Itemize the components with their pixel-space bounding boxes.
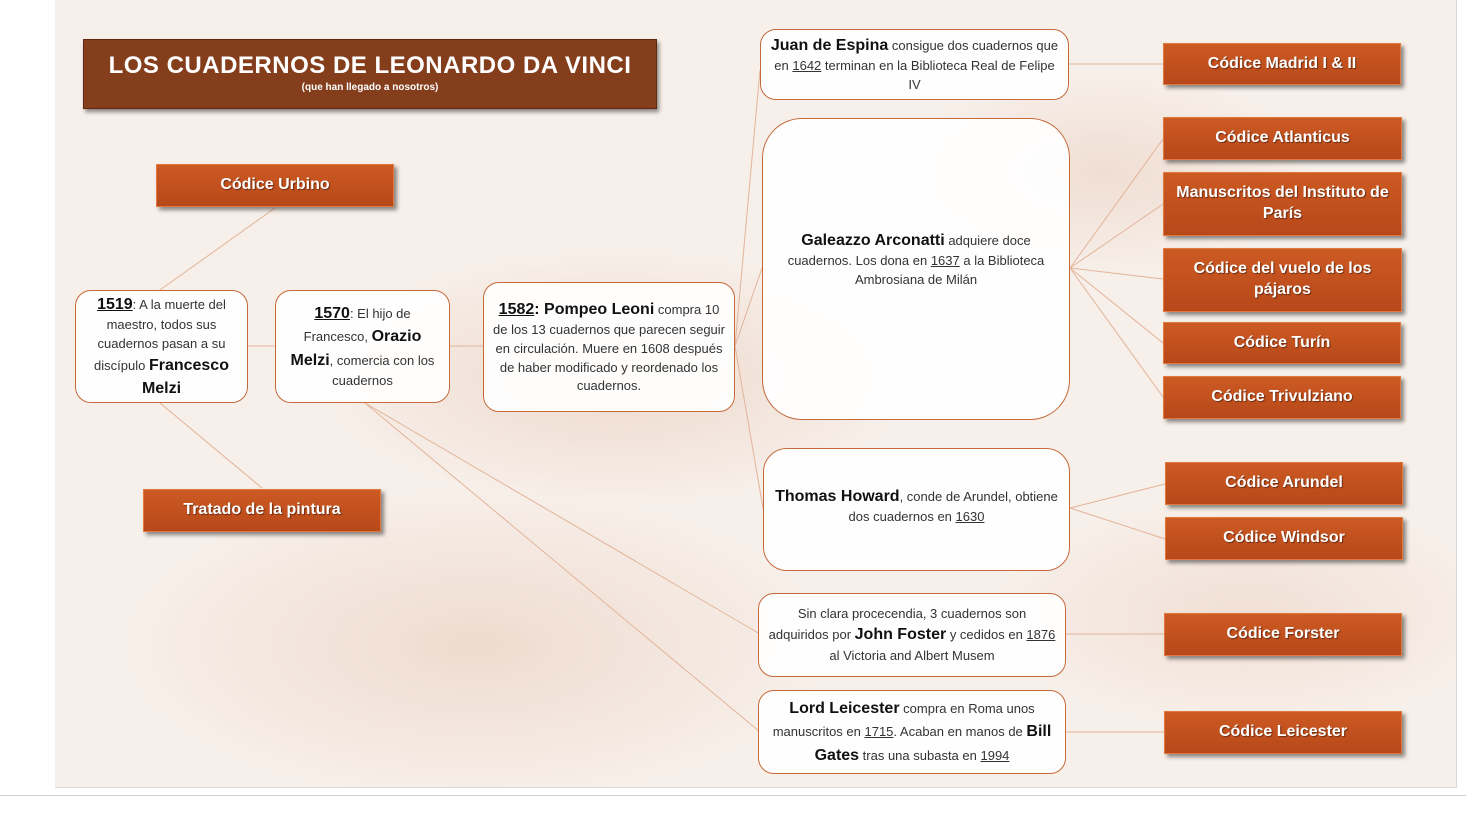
espina-text-1: consigue dos cuadernos que en [774, 38, 1059, 74]
node-galeazzo-arconatti [762, 118, 1070, 420]
diagram-title: LOS CUADERNOS DE LEONARDO DA VINCI [108, 52, 632, 79]
codex-trivulziano[interactable]: Códice Trivulziano [1163, 376, 1401, 419]
codex-arundel[interactable]: Códice Arundel [1165, 462, 1403, 505]
year-1994: 1994 [980, 747, 1010, 763]
person-galeazzo-arconatti: Galeazzo Arconatti [801, 232, 945, 249]
howard-text-1: , conde de Arundel, obtiene dos cuadernos en [848, 489, 1058, 525]
year-1570: 1570 [314, 305, 350, 323]
espina-text-2: terminan en la Biblioteca Real de Felipe IV [821, 58, 1055, 93]
foster-text-2: y cedidos en [946, 627, 1027, 643]
year-1582: 1582 [498, 300, 535, 318]
page-divider [0, 795, 1466, 796]
year-1715: 1715 [864, 724, 894, 740]
person-pompeo-leoni: Pompeo Leoni [544, 300, 655, 318]
codex-atlanticus[interactable]: Códice Atlanticus [1163, 117, 1402, 160]
person-francesco-melzi: Francesco Melzi [141, 356, 229, 397]
year-1876: 1876 [1026, 627, 1056, 643]
year-1630: 1630 [955, 509, 985, 525]
person-lord-leicester: Lord Leicester [789, 700, 900, 718]
node-john-foster [758, 593, 1066, 677]
foster-text-1: Sin clara procecendia, 3 cuadernos son adquiridos por [768, 605, 1027, 643]
node-1519 [75, 290, 248, 403]
node-lord-leicester [758, 690, 1066, 774]
person-juan-de-espina: Juan de Espina [770, 37, 889, 55]
year-1637: 1637 [930, 253, 960, 269]
codex-windsor[interactable]: Códice Windsor [1165, 517, 1403, 560]
arconatti-text-1: adquiere doce cuadernos. Los dona en [787, 233, 1031, 269]
person-john-foster: John Foster [854, 626, 947, 644]
year-1519: 1519 [97, 295, 133, 313]
node-1570 [275, 290, 450, 403]
year-1642: 1642 [792, 58, 822, 74]
codex-urbino[interactable]: Códice Urbino [156, 164, 394, 207]
codex-leicester[interactable]: Códice Leicester [1164, 711, 1402, 754]
leicester-text-2: . Acaban en manos de [893, 724, 1027, 740]
person-thomas-howard: Thomas Howard [775, 488, 900, 505]
foster-text-3: al Victoria and Albert Musem [829, 647, 995, 663]
diagram-title-box [83, 39, 657, 109]
node-thomas-howard [763, 448, 1070, 571]
node-1582-text: compra 10 de los 13 cuadernos que parecen seguir en circulación. Muere en 1608 después de haber modificado y reordenado los cuadernos. [493, 301, 725, 394]
codex-tratado-pintura[interactable]: Tratado de la pintura [143, 489, 381, 532]
arconatti-text-2: a la Biblioteca Ambrosiana de Milán [854, 253, 1045, 288]
node-1582 [483, 282, 735, 412]
node-juan-de-espina [760, 29, 1069, 100]
person-orazio-melzi: Orazio Melzi [290, 328, 422, 369]
person-bill-gates: Bill Gates [814, 723, 1052, 764]
codex-forster[interactable]: Códice Forster [1164, 613, 1402, 656]
leicester-text-3: tras una subasta en [859, 747, 981, 763]
node-1519-text: : A la muerte del maestro, todos sus cuadernos pasan a su discípulo [94, 296, 226, 373]
node-1570-text-2: , comercia con los cuadernos [329, 352, 435, 388]
node-1582-sep: : [534, 300, 545, 318]
codex-madrid[interactable]: Códice Madrid I & II [1163, 43, 1401, 85]
leicester-text-1: compra en Roma unos manuscritos en [772, 701, 1035, 740]
codex-turin[interactable]: Códice Turín [1163, 322, 1401, 364]
codex-manuscritos-paris[interactable]: Manuscritos del Instituto de París [1163, 172, 1402, 236]
node-1570-text-1: : El hijo de Francesco, [303, 306, 411, 345]
codex-vuelo-pajaros[interactable]: Códice del vuelo de los pájaros [1163, 248, 1402, 312]
diagram-subtitle: (que han llegado a nosotros) [301, 82, 439, 93]
